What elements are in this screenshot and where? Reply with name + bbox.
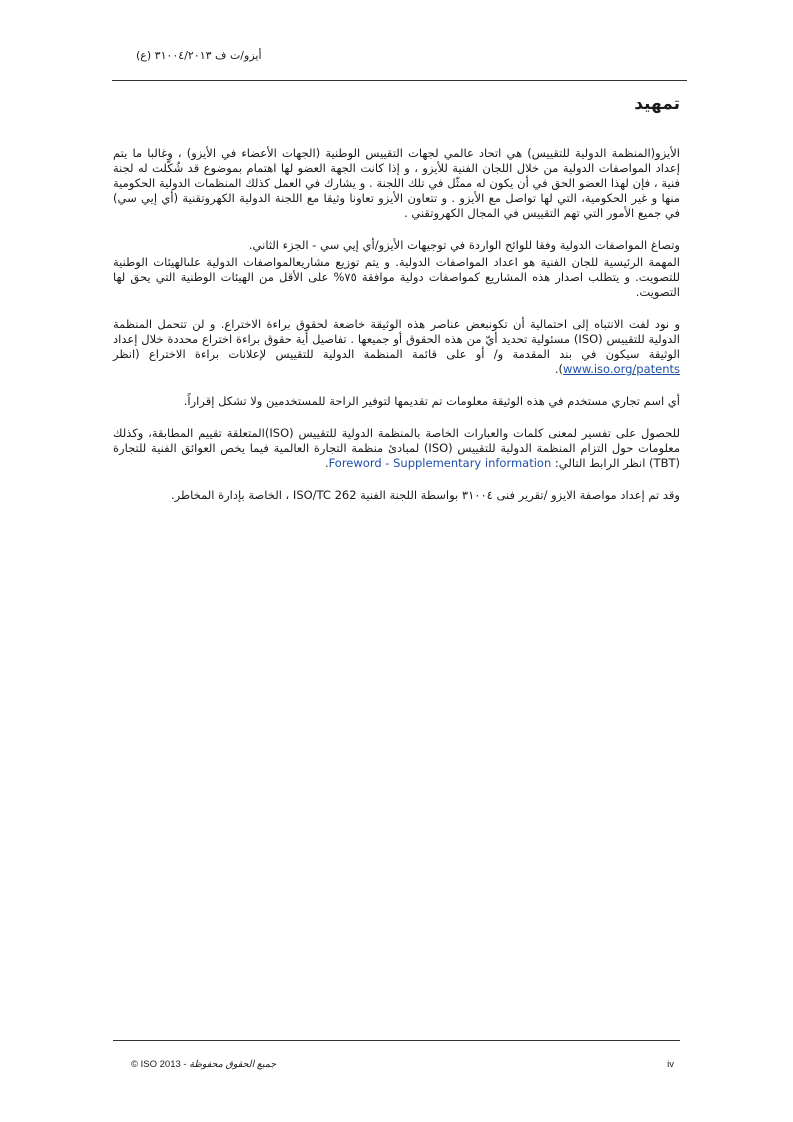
foreword-body (113, 146, 680, 520)
paragraph-trade-names: أي اسم تجاري مستخدم في هذه الوثيقة معلومات تم تقديمها لتوفير الراحة للمستخدمين ولا تشكل إقراراً. (183, 394, 680, 408)
page-number: iv (667, 1059, 674, 1070)
paragraph-prepared-by: وقد تم إعداد مواصفة الايزو /تقرير فنى ٣١٠٠٤ بواسطة اللجنة الفنية ISO/TC 262 ، الخاصة بإدارة المخاطر. (171, 488, 680, 502)
supplementary-info-link[interactable]: Foreword - Supplementary information (328, 456, 552, 470)
paragraph-directives: وتصاغ المواصفات الدولية وفقا للوائح الواردة في توجيهات الأيزو/أي إيي سي - الجزء الثاني. (248, 238, 680, 252)
patents-end: ). (554, 362, 564, 376)
footer-copyright (131, 1059, 276, 1070)
patents-link[interactable]: www.iso.org/patents (563, 362, 680, 376)
paragraph-technical-committees: المهمة الرئيسية للجان الفنية هو اعداد المواصفات الدولية. و يتم توزيع مشاريعالمواصفات الدولية علىالهيئات الوطنية للتصويت. و يتطلب اصدار هذه المشاريع كمواصفات دولية موافقة ٧٥% على الأقل من الهيئات الوطنية التي يحق لها التصويت. (113, 255, 680, 299)
paragraph-iso-intro: الأيزو(المنظمة الدولية للتقييس) هي اتحاد عالمي لجهات التقييس الوطنية (الجهات الأعضاء في الأيزو) ، وغالبا ما يتم إعداد المواصفات الدولية من خلال اللجان الفنية للأيزو ، و إذا كانت الجهة العضو لها اهتمام بموضوع قد شُكّلت له لجنة فنية ، فإن لهذا العضو الحق في أن يكون له ممثّل في تلك اللجنة . و يشارك في العمل كذلك المنظمات الدولية الحكومية منها و غير الحكومية، التي لها تواصل مع الأيزو . و تتعاون الأيزو تعاونا وثيقا مع اللجنة الدولية الكهروتقنية (أي إيي سي) في جميع الأمور التي تهم التقييس في المجال الكهروتقني . (113, 146, 680, 220)
section-title: تمهيد (634, 94, 680, 114)
patents-text: و نود لفت الانتباه إلى احتمالية أن تكونبعض عناصر هذه الوثيقة خاضعة لحقوق براءة الاختراع. و لن تتحمل المنظمة الدولية للتقييس (ISO) مسئولية تحديد أيّ من هذه الحقوق أو جميعها . تفاصيل أية حقوق براءة اختراع محددة خلال إعداد الوثيقة سيكون في بند المقدمة و/ أو على قائمة المنظمة الدولية للتقييس لإعلانات براءة الاختراع (انظر (113, 317, 680, 361)
paragraph-patents (113, 317, 680, 377)
conformity-end: . (324, 456, 329, 470)
conformity-text: للحصول على تفسير لمعنى كلمات والعبارات الخاصة بالمنظمة الدولية للتقييس (ISO)المتعلقة تقييم المطابقة، وكذلك معلومات حول التزام المنظمة الدولية للتقييس (ISO) لمبادئ منظمة التجارة العالمية فيما يخص العوائق الفنية للتجارة (TBT) انظر الرابط التالي: (113, 426, 680, 470)
page-header (112, 40, 687, 81)
rights-reserved: جميع الحقوق محفوظة (189, 1059, 277, 1070)
paragraph-conformity (113, 426, 680, 471)
page-footer (113, 1040, 680, 1081)
copyright-text: © ISO 2013 - (131, 1059, 187, 1070)
document-reference: أيزو/ت ف ٣١٠٠٤/٢٠١٣ (ع) (136, 49, 262, 62)
